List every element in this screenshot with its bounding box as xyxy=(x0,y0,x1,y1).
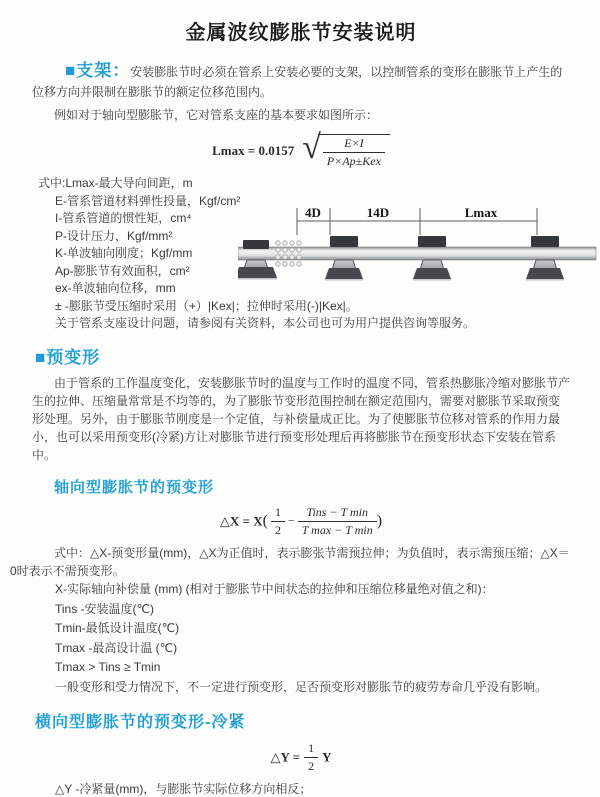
support-intro-text: 安装膨胀节时必须在管系上安装必要的支架，以控制管系的变形在膨胀节上产生的位移方向并限制在膨胀节的额定位移范围内。 xyxy=(32,65,563,99)
definition-item: 式中:Lmax-最大导向间距，m xyxy=(38,176,193,190)
axial-formula-lhs: △X = X xyxy=(219,513,263,529)
axial-subheading: 轴向型膨胀节的预变形 xyxy=(54,479,215,496)
open-paren: ( xyxy=(262,512,268,530)
axial-definition-item: X-实际轴向补偿量 (mm) (相对于膨胀节中间状态的拉伸和压缩位移量绝对值之和)： xyxy=(55,582,494,596)
lateral-formula-rhs: Y xyxy=(322,749,332,765)
axial-definition-item: 一般变形和受力情况下，不一定进行预变形，足否预变形对膨胀节的疲劳寿命几乎没有影响。 xyxy=(55,679,548,694)
lateral-half-numerator: 1 xyxy=(304,741,318,758)
definition-item: I-管系管道的惯性矩，cm⁴ xyxy=(55,211,192,225)
axial-definition-item: Tmax -最高设计温 (℃) xyxy=(55,640,178,655)
lmax-formula-lhs: Lmax = 0.0157 xyxy=(212,143,295,158)
close-paren: ) xyxy=(376,512,383,530)
dimension-lines xyxy=(297,208,537,235)
lateral-half-denominator: 2 xyxy=(308,759,315,773)
support-intro-paragraph xyxy=(32,61,570,102)
dimension-label-4d: 4D xyxy=(305,205,321,220)
axial-explanation-paragraph: 式中：△X-预变形量(mm)，△X为正值时，表示膨张节需预拉伸；为负值时，表示需预压缩；△X＝0时表示不需预变形。 xyxy=(10,546,570,578)
lateral-formula xyxy=(32,741,570,774)
definition-item: K-单波轴向刚度；Kgf/mm xyxy=(55,246,193,260)
section-heading-predeform: ■预变形 xyxy=(35,348,101,367)
lateral-note: △Y -冷紧量(mm)，与膨胀节实际位移方向相反； xyxy=(55,782,312,796)
axial-definition-item: Tmax > Tins ≥ Tmin xyxy=(55,660,161,674)
pipe-support-diagram xyxy=(238,201,600,305)
lateral-formula-lhs: △Y = xyxy=(270,749,301,765)
definition-item: Ap-膨胀节有效面积，cm² xyxy=(55,263,190,278)
section-heading-support: ■支架： xyxy=(65,61,131,80)
symbol-definitions xyxy=(32,175,570,333)
dimension-label-lmax: Lmax xyxy=(464,205,498,220)
axial-definition-item: Tmin-最低设计温度(℃) xyxy=(55,621,180,635)
definition-item: E-管系管道材料弹性投量，Kgf/cm² xyxy=(55,193,241,208)
dimension-label-14d: 14D xyxy=(366,205,390,220)
temp-numerator: Tins − T min xyxy=(298,505,377,522)
axial-definition-item: Tins -安装温度(℃) xyxy=(55,601,155,616)
minus-operator: − xyxy=(287,513,295,528)
sqrt-radical xyxy=(302,129,390,169)
document-title: 金属波纹膨胀节安装说明 xyxy=(185,22,417,44)
half-numerator: 1 xyxy=(271,505,285,522)
axial-formula xyxy=(32,505,570,538)
definition-item: 关于管系支座设计问题，请参阅有关资料，本公司也可为用户提供咨询等服务。 xyxy=(55,316,476,330)
definition-item: P-设计压力，Kgf/mm² xyxy=(55,228,173,243)
definition-item: ex-单波轴向位移，mm xyxy=(55,281,176,295)
axial-definitions xyxy=(32,580,570,697)
lmax-formula-denominator: P×Ap±Kex xyxy=(326,154,381,168)
predeform-paragraph: 由于管系的工作温度变化，安装膨胀节时的温度与工作时的温度不同，管系热膨胀冷缩对膨胀节产生的拉伸、压缩量常常是不均等的，为了膨胀节变形范围控制在额定范围内，需要对膨胀节采取预变形处理。另外，由于膨胀节刚度是一个定值，与补偿量成正比。为了使膨胀节位移对管系的作用力最小，也可以采用预变形(冷紧)方让对膨胀节进行预变形处理后再将膨胀节在预变形状态下安装在管系中。 xyxy=(32,376,571,462)
support-example-paragraph: 例如对于轴向型膨胀节，它对管系支座的基本要求如图所示： xyxy=(54,108,379,122)
half-denominator: 2 xyxy=(274,523,281,537)
lmax-formula xyxy=(32,129,570,169)
radical-sign: √ xyxy=(302,129,321,166)
temp-denominator: T max − T min xyxy=(301,523,373,537)
lmax-formula-numerator: E×I xyxy=(323,136,385,153)
definition-item: ± -膨胀节受压缩时采用（+）|Kex|；拉伸时采用(-)|Kex|。 xyxy=(55,298,358,313)
lateral-subheading: 横向型膨胀节的预变形-冷紧 xyxy=(35,714,246,731)
